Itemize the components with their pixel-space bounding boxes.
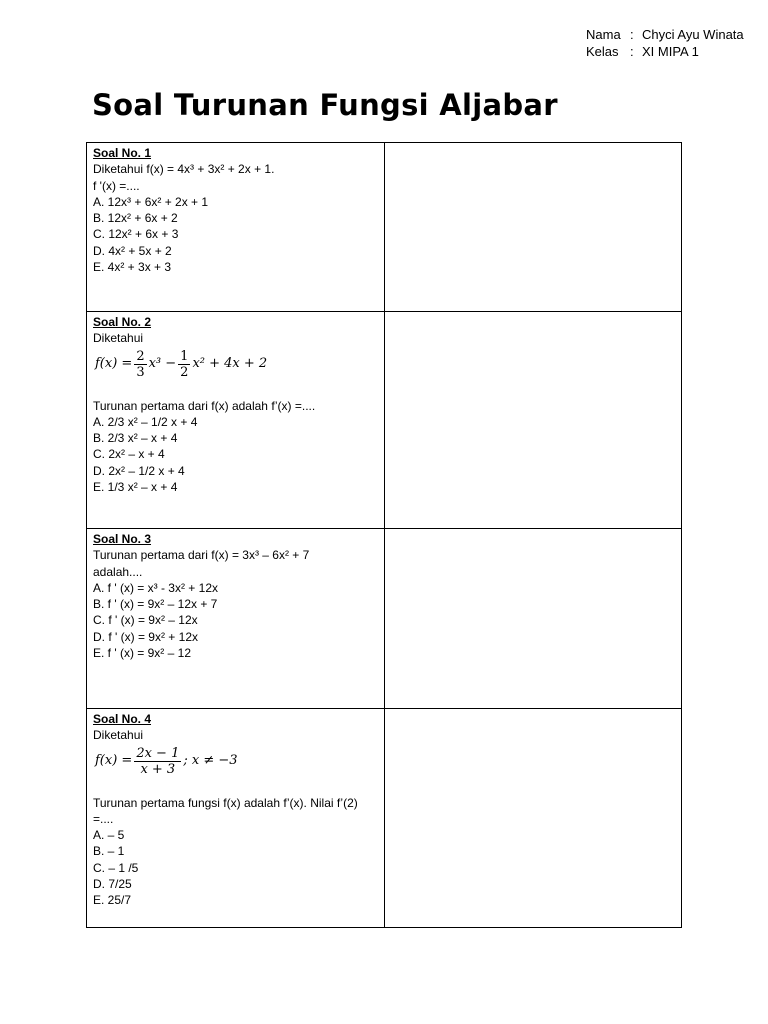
question-text: Turunan pertama fungsi f(x) adalah f’(x). Nilai f’(2) =.... xyxy=(93,795,358,826)
answer-option: D. f ' (x) = 9x² + 12x xyxy=(93,629,198,644)
answer-cell-2 xyxy=(385,312,682,529)
question-intro: Diketahui xyxy=(93,331,144,346)
question-heading: Soal No. 4 xyxy=(93,712,152,726)
class-separator: : xyxy=(630,44,634,59)
answer-cell-3 xyxy=(385,529,682,709)
question-table xyxy=(86,142,682,928)
question-row-3 xyxy=(87,529,682,709)
formula-term: x² + 4x + 2 xyxy=(192,355,268,371)
question-text: Turunan pertama dari f(x) adalah f’(x) =.... xyxy=(93,398,316,413)
answer-option: D. 4x² + 5x + 2 xyxy=(93,243,172,258)
fraction-denominator: 3 xyxy=(136,364,145,380)
fraction-numerator: 1 xyxy=(180,348,189,364)
answer-option: A. 2/3 x² – 1/2 x + 4 xyxy=(93,414,198,429)
answer-option: C. 12x² + 6x + 3 xyxy=(93,227,179,242)
formula-condition: ; x ≠ −3 xyxy=(183,752,238,768)
question-heading: Soal No. 3 xyxy=(93,532,152,546)
answer-option: B. 12x² + 6x + 2 xyxy=(93,211,178,226)
question-text: f '(x) =.... xyxy=(93,178,140,193)
answer-option: A. – 5 xyxy=(93,828,125,843)
question-heading: Soal No. 2 xyxy=(93,315,152,329)
class-label: Kelas xyxy=(586,44,619,59)
question-row-1 xyxy=(87,143,682,312)
question-text: adalah.... xyxy=(93,564,143,579)
question-cell-3 xyxy=(87,529,385,709)
fraction-numerator: 2x − 1 xyxy=(136,745,180,761)
function-formula xyxy=(95,349,378,380)
formula-lhs: f(x) = xyxy=(95,355,133,371)
fraction xyxy=(134,746,181,777)
fraction-denominator: x + 3 xyxy=(140,761,176,777)
answer-option: B. f ' (x) = 9x² – 12x + 7 xyxy=(93,597,218,612)
answer-cell-1 xyxy=(385,143,682,312)
name-value: Chyci Ayu Winata xyxy=(642,27,744,42)
answer-option: C. 2x² – x + 4 xyxy=(93,447,165,462)
question-cell-1 xyxy=(87,143,385,312)
page-title: Soal Turunan Fungsi Aljabar xyxy=(92,88,558,122)
question-intro: Diketahui xyxy=(93,728,144,743)
answer-option: D. 2x² – 1/2 x + 4 xyxy=(93,463,185,478)
question-text: Diketahui f(x) = 4x³ + 3x² + 2x + 1. xyxy=(93,162,275,177)
function-formula xyxy=(95,746,378,777)
answer-option: E. 4x² + 3x + 3 xyxy=(93,260,172,275)
student-name-row xyxy=(586,26,744,43)
question-text: Turunan pertama dari f(x) = 3x³ – 6x² + 7 xyxy=(93,548,310,563)
answer-option: B. 2/3 x² – x + 4 xyxy=(93,431,178,446)
name-label: Nama xyxy=(586,27,621,42)
answer-option: B. – 1 xyxy=(93,844,125,859)
name-separator: : xyxy=(630,27,634,42)
formula-lhs: f(x) = xyxy=(95,752,133,768)
answer-option: A. 12x³ + 6x² + 2x + 1 xyxy=(93,194,209,209)
answer-option: E. 1/3 x² – x + 4 xyxy=(93,480,178,495)
fraction xyxy=(134,349,146,380)
answer-option: E. 25/7 xyxy=(93,893,132,908)
answer-option: E. f ' (x) = 9x² – 12 xyxy=(93,646,191,661)
fraction-denominator: 2 xyxy=(180,364,189,380)
answer-cell-4 xyxy=(385,709,682,928)
question-heading: Soal No. 1 xyxy=(93,146,152,160)
student-class-row xyxy=(586,43,744,60)
answer-option: C. – 1 /5 xyxy=(93,860,139,875)
answer-option: A. f ' (x) = x³ - 3x² + 12x xyxy=(93,580,218,595)
answer-option: D. 7/25 xyxy=(93,877,132,892)
class-value: XI MIPA 1 xyxy=(642,44,699,59)
student-info xyxy=(586,26,744,60)
question-row-4 xyxy=(87,709,682,928)
fraction-numerator: 2 xyxy=(136,348,145,364)
question-cell-2 xyxy=(87,312,385,529)
fraction xyxy=(178,349,190,380)
question-row-2 xyxy=(87,312,682,529)
question-cell-4 xyxy=(87,709,385,928)
answer-option: C. f ' (x) = 9x² – 12x xyxy=(93,613,198,628)
formula-term: x³ − xyxy=(148,355,177,371)
